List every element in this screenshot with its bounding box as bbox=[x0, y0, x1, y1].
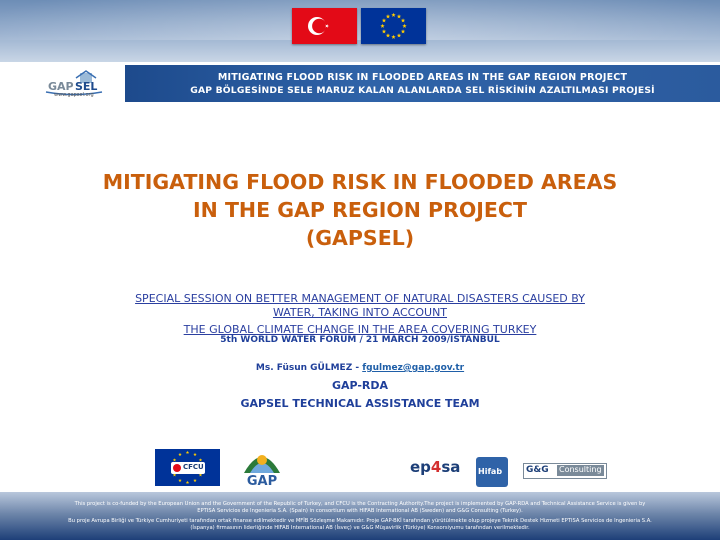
turkey-mini-flag-icon bbox=[173, 464, 181, 472]
gg-consulting-logo bbox=[523, 463, 607, 479]
main-title-line1: MITIGATING FLOOD RISK IN FLOODED AREAS bbox=[102, 170, 618, 194]
eu-star-icon bbox=[193, 453, 196, 456]
logo-url: www.gapsel.org bbox=[54, 92, 94, 98]
gapsel-logo[interactable] bbox=[36, 70, 112, 102]
session-line1[interactable]: SPECIAL SESSION ON BETTER MANAGEMENT OF NATURAL DISASTERS CAUSED BY bbox=[135, 292, 585, 305]
footer-en-line1: This project is co-funded by the European Union and the Government of the Republic of Turkey, and CFCU is the Contracting Authority.The project is implemented by GAP-RDA and Technical Assistance Service is given by bbox=[74, 501, 646, 507]
footer bbox=[0, 492, 720, 540]
gap-logo bbox=[240, 447, 284, 489]
footer-tr-line1: Bu proje Avrupa Birliği ve Türkiye Cumhuriyeti tarafından ortak finanse edilmektedir ve MFİB Sözleşme Makamıdır. Proje GAP-BKİ tarafından yürütülmekte olup projeye Teknik Destek Hizmeti EPTISA Servicios de Ingenieria S.A. bbox=[68, 518, 652, 524]
ep-text: ep bbox=[410, 458, 431, 476]
eu-star-icon bbox=[178, 479, 181, 482]
eu-star-icon bbox=[199, 458, 202, 461]
turkey-flag-icon bbox=[292, 8, 357, 44]
team-name: GAPSEL TECHNICAL ASSISTANCE TEAM bbox=[240, 397, 480, 410]
cfcu-text: CFCU bbox=[183, 463, 204, 471]
eu-cfcu-logo bbox=[155, 449, 220, 486]
eu-star-icon bbox=[193, 479, 196, 482]
top-banner bbox=[0, 0, 720, 62]
gg-main-text: G&G bbox=[526, 465, 549, 475]
speaker-line bbox=[60, 363, 660, 373]
project-title-strip bbox=[125, 65, 720, 102]
session-line2[interactable]: WATER, TAKING INTO ACCOUNT bbox=[272, 306, 448, 319]
eu-star-icon bbox=[186, 451, 189, 454]
footer-en-line2: EPTISA Servicios de Ingenieria S.A. (Spain) in consortium with HIFAB International AB (Sweden) and G&G Consulting (Turkey). bbox=[197, 507, 523, 514]
eu-flag-icon bbox=[361, 8, 426, 44]
gg-sub-text: Consulting bbox=[559, 465, 602, 474]
project-title-tr: GAP BÖLGESİNDE SELE MARUZ KALAN ALANLARDA SEL RİSKİNİN AZALTILMASI PROJESİ bbox=[190, 85, 655, 96]
partner-logos-row bbox=[0, 444, 720, 492]
hifab-logo bbox=[476, 457, 508, 487]
main-title-line3: (GAPSEL) bbox=[305, 226, 415, 250]
project-title-en: MITIGATING FLOOD RISK IN FLOODED AREAS IN THE GAP REGION PROJECT bbox=[217, 72, 628, 83]
forum-line: 5th WORLD WATER FORUM / 21 MARCH 2009/İSTANBUL bbox=[220, 335, 500, 345]
eu-star-icon bbox=[186, 481, 189, 484]
logo-text-gap: GAP bbox=[48, 80, 74, 93]
eu-star-icon bbox=[178, 453, 181, 456]
footer-tr-line2: (İspanya) firmasının liderliğinde HIFAB International AB (İsveç) ve G&G Müşavirlik (Türkiye) Konsorsiyumu tarafından verilmektedir. bbox=[190, 524, 530, 531]
ep-sa-text: sa bbox=[441, 458, 461, 476]
cfcu-badge bbox=[171, 462, 205, 474]
session-line3[interactable]: THE GLOBAL CLIMATE CHANGE IN THE AREA COVERING TURKEY bbox=[183, 323, 537, 336]
logo-text-sel: SEL bbox=[75, 80, 98, 93]
banner-shine bbox=[0, 0, 720, 40]
hifab-text: Hifab bbox=[478, 467, 503, 476]
ep4sa-logo bbox=[410, 458, 460, 476]
gap-logo-text: GAP bbox=[246, 474, 278, 489]
speaker-name: Ms. Füsun GÜLMEZ - bbox=[255, 363, 363, 373]
eu-star-icon bbox=[173, 458, 176, 461]
main-title bbox=[60, 168, 660, 252]
speaker-email-link[interactable]: fgulmez@gap.gov.tr bbox=[362, 363, 465, 373]
org-name: GAP-RDA bbox=[331, 379, 389, 392]
ep-four-text: 4 bbox=[430, 458, 442, 476]
main-title-line2: IN THE GAP REGION PROJECT bbox=[193, 198, 527, 222]
